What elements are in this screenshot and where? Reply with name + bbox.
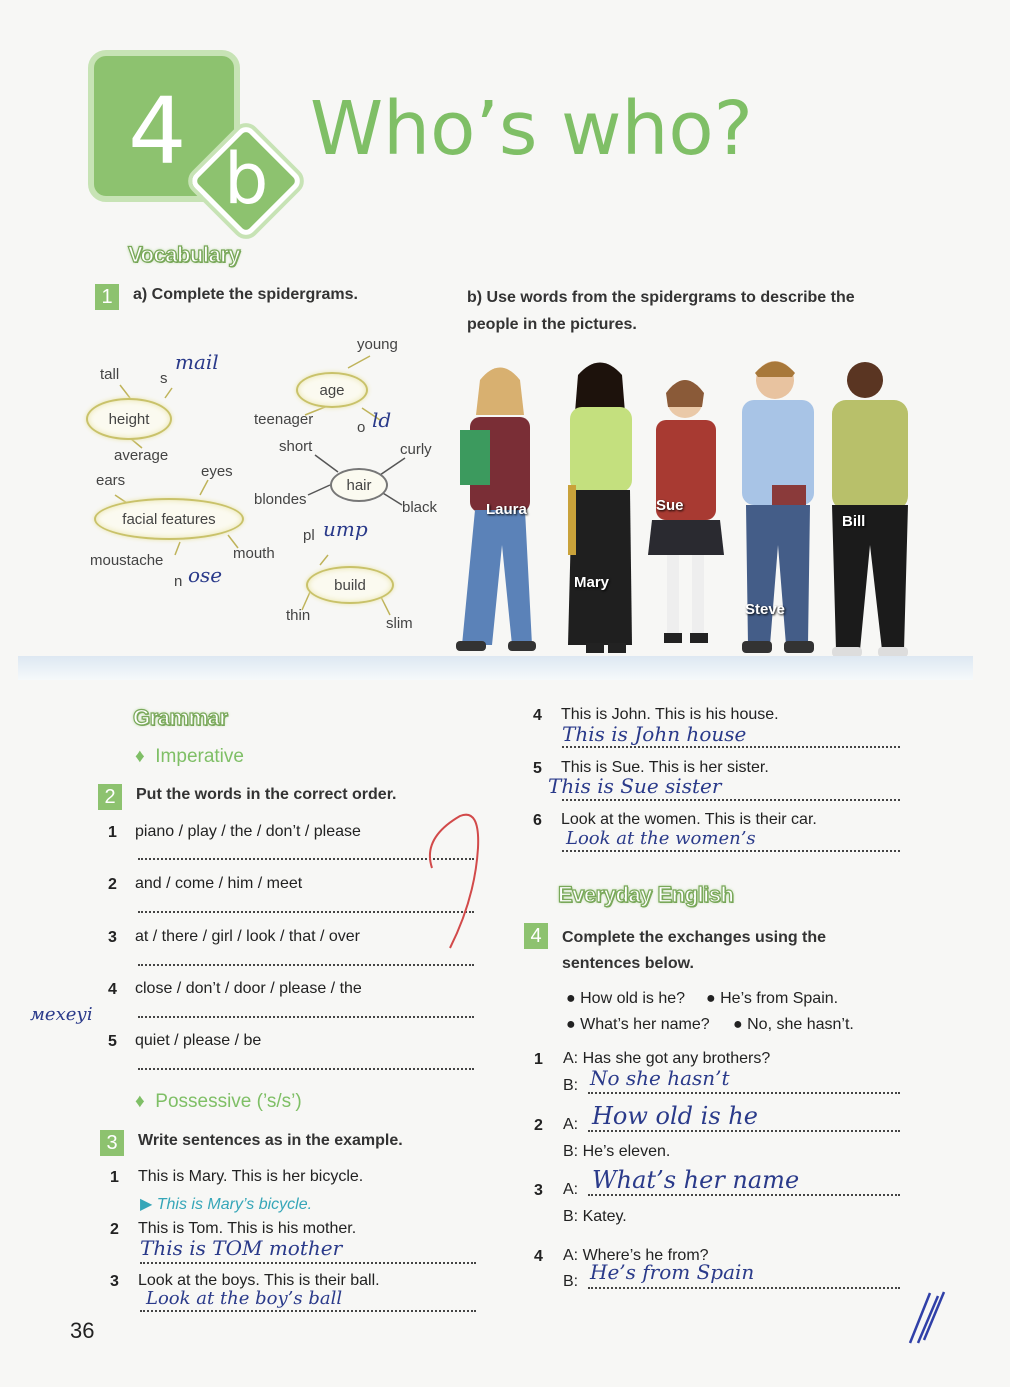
red-check-mark [420,808,490,958]
ex3-item-3-text: Look at the boys. This is their ball. [138,1272,380,1289]
margin-note: мехеуі [30,1004,93,1025]
ex4-item-1-a: A: Has she got any brothers? [563,1050,771,1067]
vocabulary-heading: Vocabulary [128,242,240,267]
ex3-item-4-number: 4 [533,707,542,724]
ex2-item-3-text: at / there / girl / look / that / over [135,928,360,945]
oval-age: age [296,372,368,408]
word-teenager: teenager [254,411,314,428]
person-mary-figure [568,363,632,654]
word-short: short [279,438,313,455]
page-title: Who’s who? [310,86,753,172]
answer-n: ose [188,563,223,587]
answer-pl: ump [323,517,368,541]
ex2-item-5-line[interactable] [138,1068,474,1070]
ex3-item-6-line [562,850,900,852]
grammar-heading: Grammar [133,705,228,730]
ex3-item-3-number: 3 [110,1273,119,1290]
ex2-item-2-number: 2 [108,876,117,893]
label-sue: Sue [656,497,684,514]
ex2-item-4-number: 4 [108,981,117,998]
ex3-item-4-text: This is John. This is his house. [561,706,779,723]
word-thin: thin [286,607,311,624]
ex4-item-2-a-answer[interactable]: How old is he [592,1102,758,1130]
word-mouth: mouth [233,545,275,562]
ex2-item-4-text: close / don’t / door / please / the [135,980,362,997]
ex3-item-2-number: 2 [110,1221,119,1238]
page-number: 36 [70,1318,95,1343]
ex3-item-1-example: ▶ This is Mary’s bicycle. [140,1196,313,1213]
ex2-item-3-number: 3 [108,929,117,946]
oval-hair: hair [330,468,388,502]
answer-s: mail [175,350,219,374]
ex3-item-3-answer[interactable]: Look at the boy’s ball [146,1288,343,1309]
exercise-1-number: 1 [95,284,119,310]
word-moustache: moustache [90,552,164,569]
ex3-item-4-answer[interactable]: This is John house [562,722,747,746]
ex3-item-5-answer[interactable]: This is Sue sister [548,774,722,798]
photo-floor-band [18,656,973,680]
possessive-subheading: ♦ Possessive (’s/s’) [135,1091,302,1112]
ex4-item-2-b: B: He’s eleven. [563,1143,671,1160]
option-her-name: ● What’s her name? [566,1016,710,1033]
ex3-item-6-text: Look at the women. This is their car. [561,811,817,828]
ex4-item-3-b: B: Katey. [563,1208,627,1225]
word-tall: tall [100,366,120,383]
word-blondes: blondes [254,491,307,508]
ex3-item-5-text: This is Sue. This is her sister. [561,759,769,776]
person-bill-figure [832,362,908,657]
ex4-item-3-number: 3 [534,1182,543,1199]
prefix-o: o [357,419,366,436]
ex2-item-2-text: and / come / him / meet [135,875,303,892]
ex4-item-1-b-answer[interactable]: No she hasn’t [590,1066,730,1090]
ex4-item-1-number: 1 [534,1051,543,1068]
exercise-1b-instruction: b) Use words from the spidergrams to describe the people in the pictures. [467,289,855,333]
ex4-item-4-b-answer[interactable]: He’s from Spain [590,1260,755,1284]
ex4-item-3-line [588,1194,900,1196]
ex4-item-4-a: A: Where’s he from? [563,1247,709,1264]
exercise-1a-instruction: a) Complete the spidergrams. [133,286,358,303]
label-mary: Mary [574,574,610,591]
ex2-item-5-number: 5 [108,1033,117,1050]
ex2-item-4-line[interactable] [138,1016,474,1018]
ex4-item-4-line [588,1287,900,1289]
ex2-item-5-text: quiet / please / be [135,1032,262,1049]
ex4-item-4-b-label: B: [563,1273,579,1290]
option-how-old: ● How old is he? [566,990,686,1007]
word-curly: curly [400,441,432,458]
exercise-4-instruction: Complete the exchanges using the sentences below. [562,929,827,972]
imperative-subheading: ♦ Imperative [135,746,244,767]
ex3-item-3-line [140,1310,476,1312]
option-from-spain: ● He’s from Spain. [706,990,839,1007]
word-young: young [357,336,398,353]
oval-height: height [86,398,172,440]
label-laura: Laura [486,501,527,518]
exercise-2-instruction: Put the words in the correct order. [136,786,397,803]
unit-letter: b [224,138,269,220]
ex4-item-2-number: 2 [534,1117,543,1134]
ex3-item-2-line [140,1262,476,1264]
ex4-item-1-line [588,1092,900,1094]
word-average: average [114,447,169,464]
ex3-item-6-number: 6 [533,812,542,829]
oval-facial-features: facial features [94,498,244,540]
exercise-3-instruction: Write sentences as in the example. [138,1132,403,1149]
answer-o: ld [372,408,392,432]
ex4-item-3-a-answer[interactable]: What’s her name [592,1166,800,1194]
blue-pen-mark [900,1288,950,1348]
ex3-item-2-answer[interactable]: This is TOM mother [140,1236,343,1260]
everyday-english-heading: Everyday English [558,882,734,907]
word-eyes: eyes [201,463,233,480]
ex3-item-1-number: 1 [110,1169,119,1186]
ex3-item-5-line [562,799,900,801]
ex4-item-1-b-label: B: [563,1077,579,1094]
label-steve: Steve [745,601,786,618]
ex3-item-1-text: This is Mary. This is her bicycle. [138,1168,364,1185]
unit-number: 4 [128,78,187,185]
ex4-item-4-number: 4 [534,1248,543,1265]
exercise-4-number: 4 [524,923,548,949]
word-slim: slim [386,615,413,632]
ex4-item-3-a-label: A: [563,1181,579,1198]
label-bill: Bill [842,513,866,530]
prefix-n: n [174,573,183,590]
ex2-item-1-number: 1 [108,824,117,841]
ex2-item-1-text: piano / play / the / don’t / please [135,823,361,840]
exercise-2-number: 2 [98,784,122,810]
word-ears: ears [96,472,126,489]
word-black: black [402,499,438,516]
prefix-s: s [160,370,168,387]
ex3-item-5-number: 5 [533,760,542,777]
ex3-item-4-line [562,746,900,748]
prefix-pl: pl [303,527,315,544]
ex3-item-6-answer[interactable]: Look at the women’s [566,828,756,849]
ex2-item-3-line[interactable] [138,964,474,966]
ex3-item-2-text: This is Tom. This is his mother. [138,1220,357,1237]
ex4-item-2-a-label: A: [563,1116,579,1133]
ex4-item-2-line [588,1130,900,1132]
exercise-3-number: 3 [100,1130,124,1156]
oval-build: build [306,566,394,604]
option-no-she-hasnt: ● No, she hasn’t. [733,1016,854,1033]
